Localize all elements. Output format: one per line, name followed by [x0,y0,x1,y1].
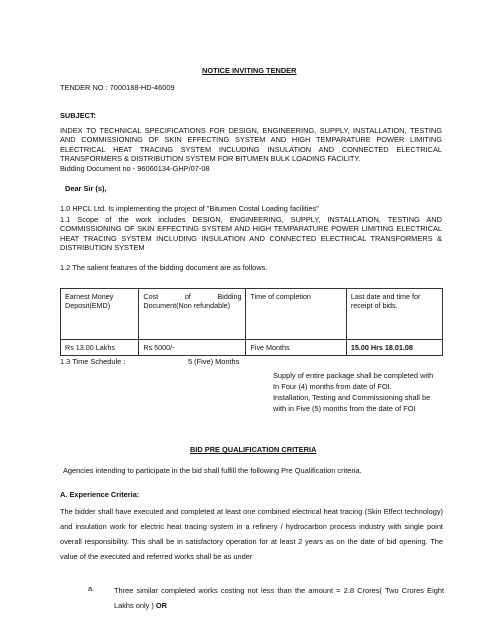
time-schedule-details [273,370,443,414]
list-item-a [114,584,444,614]
table-cell: Five Months [246,340,346,356]
schedule-detail-line: with in Five (5) months from the date of FOI [273,404,416,414]
bidding-document-number: Bidding Document no - 96060134-GHP/07-08 [60,164,210,173]
tender-number: TENDER NO : 7000188-HD-46009 [60,83,175,92]
bid-features-table [60,288,443,356]
experience-criteria-title: A. Experience Criteria: [60,490,140,499]
table-header-cell: Time of completion [246,289,346,340]
table-header-cell: Cost of Bidding Document(Non refundable) [139,289,246,340]
list-item-a-text: Three similar completed works costing not less than the amount = 2.8 Crores( Two Crores Eight Lakhs only ) [114,586,444,610]
subject-text: INDEX TO TECHNICAL SPECIFICATIONS FOR DESIGN, ENGINEERING, SUPPLY, INSTALLATION, TESTING AND COMMISSIONING OF SKIN EFFECTING SYSTEM AND HIGH TEMPARATURE POWER LIMITING ELECTRICAL HEAT TRACING SYSTEM INCLUDING INSULATION AND CONNECTED ELECTRICAL TRANSFORMERS & DISTRIBUTION SYSTEM FOR BITUMEN BULK LOADING FACILITY. [60,126,442,163]
bid-prequalification-title: BID PRE QUALIFICATION CRITERIA [190,445,317,454]
table-cell: Rs 5000/- [139,340,246,356]
table-row [61,340,443,356]
paragraph-1-2: 1.2 The salient features of the bidding document are as follows. [60,263,268,272]
salutation: Dear Sir (s), [65,184,107,193]
time-schedule-label: 1.3 Time Schedule : [60,357,126,366]
table-header-cell: Last date and time for receipt of bids. [346,289,442,340]
paragraph-1-1: 1.1 Scope of the work includes DESIGN, ENGINEERING, SUPPLY, INSTALLATION, TESTING AND COMMISSIONING OF SKIN EFFECTING SYSTEM AND HIGH TEMPARATURE POWER LIMITING ELECTRICAL HEAT TRACING SYSTEM INCLUDING INSULATION AND CONNECTED ELECTRICAL TRANSFORMERS & DISTRIBUTION SYSTEM [60,215,442,252]
schedule-detail-line: In Four (4) months from date of FOI. [273,382,392,392]
subject-label: SUBJECT: [60,111,97,120]
list-item-marker: a. [88,584,95,593]
time-schedule-value: 5 (Five) Months [188,357,240,366]
agencies-text: Agencies intending to participate in the bid shall fulfill the following Pre Qualification criteria. [63,466,362,475]
or-label: OR [155,600,168,610]
paragraph-1-0: 1.0 HPCL Ltd. Is implementing the project of "Bitumen Costal Loading facilities" [60,204,319,213]
notice-title: NOTICE INVITING TENDER [202,66,297,75]
table-header-row [61,289,443,340]
table-cell: 15.00 Hrs 18.01.08 [346,340,442,356]
schedule-detail-line: Supply of entire package shall be completed with [273,371,434,380]
experience-criteria-text: The bidder shall have executed and completed at least one combined electrical heat tracing (Skin Effect technology) and insulation work for electric heat tracing system in a refinery / hydrocarbon process industry with single point overall responsibility. This shall be in satisfactory operation for at least 2 years as on the date of bid opening. The value of the executed and referred works shall be as under [60,507,443,561]
schedule-detail-line: Installation, Testing and Commissioning shall be [273,393,431,403]
table-cell: Rs 13.00 Lakhs [61,340,139,356]
table-header-cell: Earnest Money Deposit(EMD) [61,289,139,340]
